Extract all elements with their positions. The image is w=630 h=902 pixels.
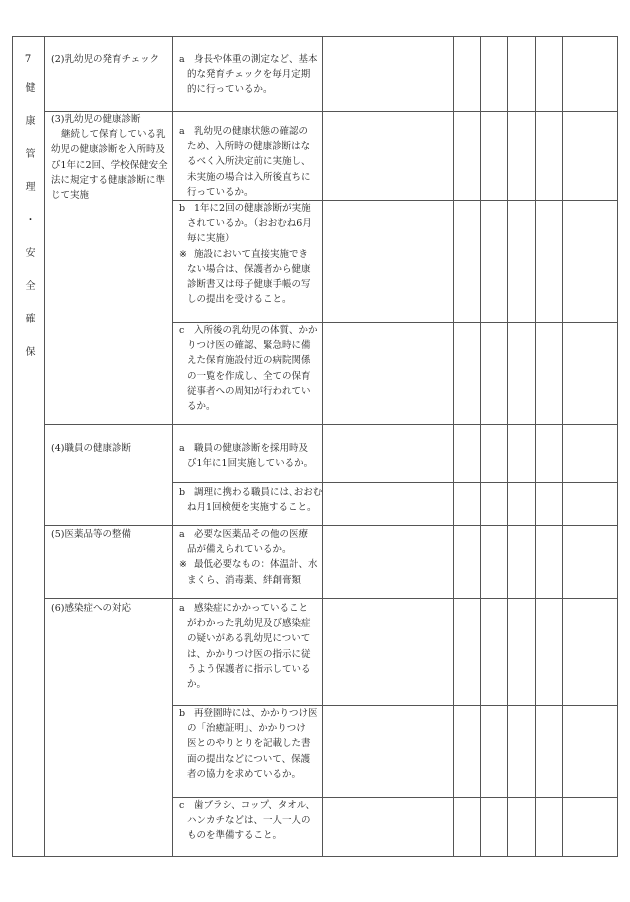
rating-cell [536,483,563,526]
notes-cell [323,323,454,425]
rating-cell [508,798,536,857]
table-row [13,526,618,599]
rating-cell [508,425,536,483]
item-heading-cell [45,599,173,857]
check-item [179,441,322,471]
table-row [13,599,618,706]
rating-cell [508,37,536,112]
note-mark: ※ [179,248,187,260]
section-number: 7 [24,54,32,65]
rating-cell [454,37,481,112]
rating-cell [536,112,563,201]
check-item [179,527,322,557]
check-line: 面の提出などについて、保護 [187,753,311,765]
item-heading: (2)乳幼児の発育チェック [51,54,160,65]
check-item [179,124,322,200]
check-line: ハンカチなどは、一人一人の [187,815,311,827]
rating-cell [454,706,481,798]
check-line: るか。 [187,401,216,413]
check-line: しの提出を受けること。 [187,294,292,306]
remarks-cell [563,798,618,857]
rating-cell [454,201,481,323]
rating-cell [454,798,481,857]
item-heading-cell [45,425,173,526]
check-line: 再登園時には、かかりつけ医 [194,708,318,720]
rating-cell [536,798,563,857]
check-line: がわかった乳幼児及び感染症 [187,618,311,630]
check-line: 職員の健康診断を採用時及 [194,443,309,455]
remarks-cell [563,425,618,483]
check-cell [173,201,323,323]
check-label: a [179,54,185,65]
rating-cell [536,37,563,112]
rating-cell [481,526,508,599]
rating-cell [536,526,563,599]
check-line: 身長や体重の測定など、基本 [194,54,318,65]
notes-cell [323,425,454,483]
rating-cell [454,425,481,483]
rating-cell [481,706,508,798]
check-line: か。 [187,679,207,691]
check-line: ため、入所時の健康診断はな [187,141,311,153]
check-label: a [179,529,185,541]
check-line: 従事者への周知が行われてい [187,385,311,397]
rating-cell [508,526,536,599]
check-cell [173,706,323,798]
rating-cell [454,112,481,201]
check-line: まくら、消毒薬、絆創膏類 [187,574,302,586]
rating-cell [454,526,481,599]
check-cell [173,425,323,483]
rating-cell [454,323,481,425]
check-line: 的な発育チェックを毎月定期 [187,69,311,81]
check-label: c [179,325,185,337]
table-row [13,112,618,201]
remarks-cell [563,599,618,706]
rating-cell [454,599,481,706]
remarks-cell [563,112,618,201]
rating-cell [508,112,536,201]
remarks-cell [563,323,618,425]
check-cell [173,37,323,112]
check-line: 毎に実施） [187,233,235,245]
check-line: 必要な医薬品その他の医療 [194,529,309,541]
check-item [179,323,322,414]
check-item [179,798,322,844]
item-heading: (4)職員の健康診断 [51,443,131,455]
rating-cell [481,798,508,857]
check-label: b [179,487,186,499]
check-line: の「治癒証明」、かかりつけ [187,723,306,735]
remarks-cell [563,201,618,323]
rating-cell [508,599,536,706]
check-label: b [179,203,186,215]
notes-cell [323,201,454,323]
remarks-cell [563,37,618,112]
note-mark: ※ [179,559,187,571]
description-line: 幼児の健康診断を入所時及 [51,144,166,156]
table-row [13,425,618,483]
check-item [179,485,323,515]
check-cell [173,526,323,599]
notes-cell [323,798,454,857]
check-line: 1年に2回の健康診断が実施 [194,203,311,215]
check-line: 歯ブラシ、コップ、タオル、 [194,800,316,812]
check-cell [173,483,323,526]
checklist-wrapper [12,36,617,857]
check-label: a [179,603,185,615]
rating-cell [536,599,563,706]
item-description [51,127,172,203]
check-line: 調理に携わる職員には､おおむ [194,487,323,499]
description-line: び1年に2回、学校保健安全 [51,159,168,171]
check-line: は、かかりつけ医の指示に従 [187,648,311,660]
description-line: じて実施 [51,190,90,202]
table-row [13,37,618,112]
check-line: 未実施の場合は入所後直ちに [187,171,311,183]
check-line: 行っているか。 [187,186,254,198]
description-line: 法に規定する健康診断に準 [51,174,166,186]
notes-cell [323,112,454,201]
check-cell [173,798,323,857]
check-line: 品が備えられているか。 [187,544,292,556]
item-heading-cell [45,526,173,599]
check-item [179,706,322,782]
check-cell [173,112,323,201]
notes-cell [323,599,454,706]
check-line: び1年に1回実施しているか。 [187,458,314,470]
rating-cell [508,201,536,323]
check-line: 施設において直接実施でき [194,248,309,260]
rating-cell [508,706,536,798]
item-heading: (3)乳幼児の健康診断 [51,114,141,125]
check-line: 医とのやりとりを記載した書 [187,738,311,750]
check-line: ね月1回検便を実施すること。 [187,502,317,514]
item-heading-cell [45,112,173,425]
rating-cell [536,706,563,798]
rating-cell [536,323,563,425]
remarks-cell [563,706,618,798]
check-line: ない場合は、保護者から健康 [187,263,311,275]
notes-cell [323,706,454,798]
rating-cell [508,483,536,526]
item-heading: (6)感染症への対応 [51,603,131,615]
check-line: の疑いがある乳幼児について [187,633,311,645]
check-cell [173,323,323,425]
check-line: るべく入所決定前に実施し、 [187,156,311,168]
section-cell [13,37,45,857]
check-line: 的に行っているか。 [187,84,273,96]
check-line: えた保育施設付近の病院関係 [187,355,311,367]
rating-cell [481,483,508,526]
notes-cell [323,37,454,112]
rating-cell [481,112,508,201]
check-item [179,52,322,98]
rating-cell [536,201,563,323]
check-line: 入所後の乳幼児の体質、かか [194,325,318,337]
rating-cell [481,323,508,425]
notes-cell [323,483,454,526]
check-cell [173,599,323,706]
remarks-cell [563,483,618,526]
check-label: b [179,708,186,720]
rating-cell [508,323,536,425]
check-label: c [179,800,185,812]
check-note [179,247,322,308]
check-line: うよう保護者に指示している [187,663,311,675]
check-line: されているか。（おおむね6月 [187,218,312,230]
rating-cell [481,201,508,323]
check-line: 乳幼児の健康状態の確認の [194,126,309,137]
check-item [179,201,322,247]
check-label: a [179,443,185,455]
check-note [179,557,322,587]
check-label: a [179,126,185,137]
check-line: 感染症にかかっていること [194,603,309,615]
section-title: 健康管理・安全確保 [23,82,34,379]
rating-cell [481,425,508,483]
check-line: の一覧を作成し、全ての保育 [187,370,311,382]
remarks-cell [563,526,618,599]
description-line: 継続して保育している乳 [61,129,166,141]
notes-cell [323,526,454,599]
checklist-table [12,36,618,857]
item-heading: (5)医薬品等の整備 [51,529,131,541]
check-line: ものを準備すること。 [187,830,283,842]
check-line: 診断書又は母子健康手帳の写 [187,279,311,291]
check-line: 最低必要なもの：体温計、水 [194,559,318,571]
rating-cell [481,37,508,112]
rating-cell [536,425,563,483]
rating-cell [481,599,508,706]
check-item [179,601,322,692]
check-line: 者の協力を求めているか。 [187,768,302,780]
item-heading-cell [45,37,173,112]
check-line: りつけ医の確認、緊急時に備 [187,340,311,352]
rating-cell [454,483,481,526]
